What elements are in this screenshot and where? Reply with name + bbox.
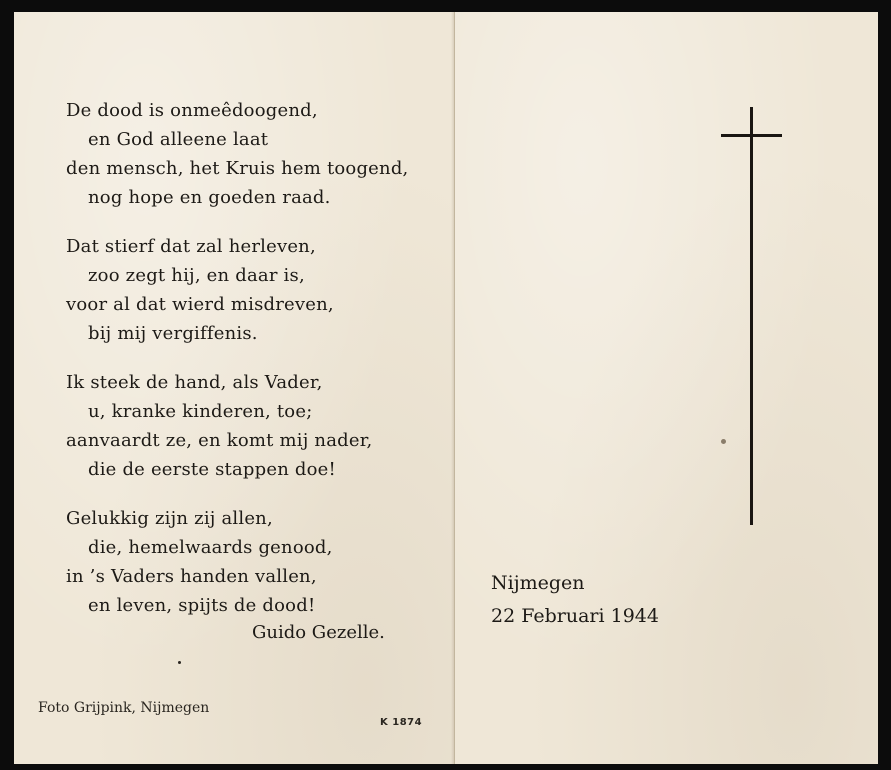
poem-line: en God alleene laat xyxy=(88,129,269,150)
print-code: K 1874 xyxy=(380,717,423,728)
poem-line: Ik steek de hand, als Vader, xyxy=(66,372,323,393)
poem-line: in ’s Vaders handen vallen, xyxy=(66,566,317,587)
poem-line: den mensch, het Kruis hem toogend, xyxy=(66,158,409,179)
cross-vertical-bar xyxy=(750,107,753,525)
stanza xyxy=(66,96,446,212)
left-page xyxy=(14,12,455,764)
paper-stain xyxy=(721,439,726,444)
poem-line: Gelukkig zijn zij allen, xyxy=(66,508,273,529)
poem-line: u, kranke kinderen, toe; xyxy=(88,401,313,422)
memorial-card xyxy=(14,12,878,764)
date-text: 22 Februari 1944 xyxy=(491,605,659,627)
poem-line: voor al dat wierd misdreven, xyxy=(66,294,334,315)
poem-line: die, hemelwaards genood, xyxy=(88,537,333,558)
photo-credit: Foto Grijpink, Nijmegen xyxy=(38,700,210,716)
cross-horizontal-bar xyxy=(721,134,782,137)
stanza xyxy=(66,368,446,484)
right-page xyxy=(455,12,878,764)
stanza xyxy=(66,232,446,348)
poem-line: en leven, spijts de dood! xyxy=(88,595,316,616)
ink-speck xyxy=(178,661,181,664)
poem-author: Guido Gezelle. xyxy=(252,622,385,643)
poem-line: Dat stierf dat zal herleven, xyxy=(66,236,316,257)
poem-line: nog hope en goeden raad. xyxy=(88,187,331,208)
poem-line: De dood is onmeêdoogend, xyxy=(66,100,318,121)
poem-line: die de eerste stappen doe! xyxy=(88,459,336,480)
poem xyxy=(66,96,446,640)
poem-line: zoo zegt hij, en daar is, xyxy=(88,265,305,286)
place-name: Nijmegen xyxy=(491,572,585,594)
poem-line: bij mij vergiffenis. xyxy=(88,323,258,344)
poem-line: aanvaardt ze, en komt mij nader, xyxy=(66,430,373,451)
stanza xyxy=(66,504,446,620)
